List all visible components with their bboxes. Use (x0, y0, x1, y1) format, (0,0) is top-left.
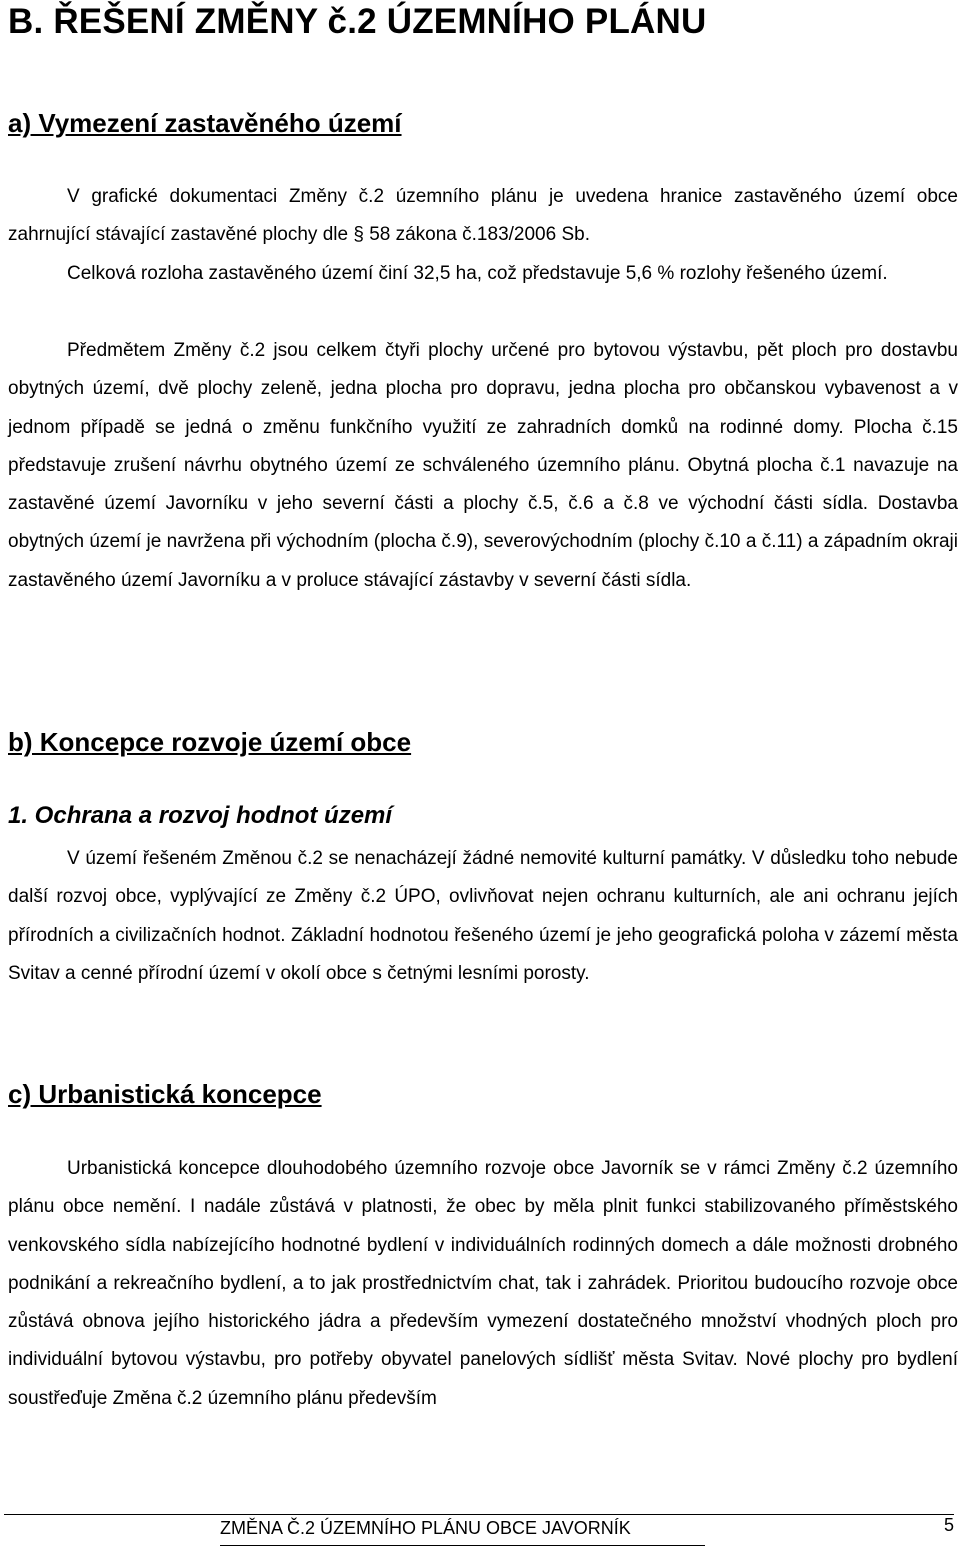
section-a-paragraph-1-text: V grafické dokumentaci Změny č.2 územního plánu je uvedena hranice zastavěného území obce zahrnující stávající zastavěné plochy dle § 58 zákona č.183/2006 Sb. (8, 186, 958, 246)
footer-text: ZMĚNA Č.2 ÚZEMNÍHO PLÁNU OBCE JAVORNÍK (220, 1518, 631, 1538)
section-b-heading: b) Koncepce rozvoje území obce (8, 727, 412, 757)
footer-text-underline (220, 1545, 705, 1546)
section-b-subheading: 1. Ochrana a rozvoj hodnot území (8, 802, 393, 829)
section-c-paragraph-1 (8, 1150, 958, 1418)
section-b-paragraph-1-text: V území řešeném Změnou č.2 se nenacházejí žádné nemovité kulturní památky. V důsledku toho nebude další rozvoj obce, vyplývající ze Změny č.2 ÚPO, ovlivňovat nejen ochranu kulturních, ale ani ochranu jejích přírodních a civilizačních hodnot. Základní hodnotou řešeného území je jeho geografická poloha v zázemí města Svitav a cenné přírodní území v okolí obce s četnými lesními porosty. (8, 848, 958, 984)
section-a-paragraph-2 (8, 255, 958, 293)
section-c-heading: c) Urbanistická koncepce (8, 1079, 322, 1109)
section-a-heading: a) Vymezení zastavěného území (8, 108, 402, 138)
page-number: 5 (944, 1515, 955, 1535)
section-a-paragraph-2-text: Celková rozloha zastavěného území činí 32,5 ha, což představuje 5,6 % rozlohy řešeného území. (67, 263, 888, 284)
section-a-paragraph-3 (8, 332, 958, 600)
section-a-paragraph-3-text: Předmětem Změny č.2 jsou celkem čtyři plochy určené pro bytovou výstavbu, pět ploch pro dostavbu obytných území, dvě plochy zeleně, jedna plocha pro dopravu, jedna plocha pro občanskou vybavenost a v jednom případě se jedná o změnu funkčního využití ze zahradních domků na rodinné domy. Plocha č.15 představuje zrušení návrhu obytného území ze schváleného územního plánu. Obytná plocha č.1 navazuje na zastavěné území Javorníku v jeho severní části a plochy č.5, č.6 a č.8 ve východní části sídla. Dostavba obytných území je navržena při východním (plocha č.9), severovýchodním (plochy č.10 a č.11) a západním okraji zastavěného území Javorníku a v proluce stávající zástavby v severní části sídla. (8, 340, 958, 591)
section-c-paragraph-1-text: Urbanistická koncepce dlouhodobého územního rozvoje obce Javorník se v rámci Změny č.2 územního plánu obce nemění. I nadále zůstává v platnosti, že obec by měla plnit funkci stabilizovaného příměstského venkovského sídla nabízejícího hodnotné bydlení v individuálních rodinných domech a dále možnosti drobného podnikání a rekreačního bydlení, a to jak prostřednictvím chat, tak i zahrádek. Prioritou budoucího rozvoje obce zůstává obnova jejího historického jádra a především vymezení dostatečného množství vhodných ploch pro individuální bytovou výstavbu, pro potřeby obyvatel panelových sídlišť města Svitav. Nové plochy pro bydlení soustřeďuje Změna č.2 územního plánu především (8, 1158, 958, 1409)
section-b-paragraph-1 (8, 840, 958, 993)
document-title: B. ŘEŠENÍ ZMĚNY č.2 ÚZEMNÍHO PLÁNU (8, 2, 707, 41)
section-a-paragraph-1 (8, 178, 958, 255)
footer-divider (4, 1514, 954, 1515)
